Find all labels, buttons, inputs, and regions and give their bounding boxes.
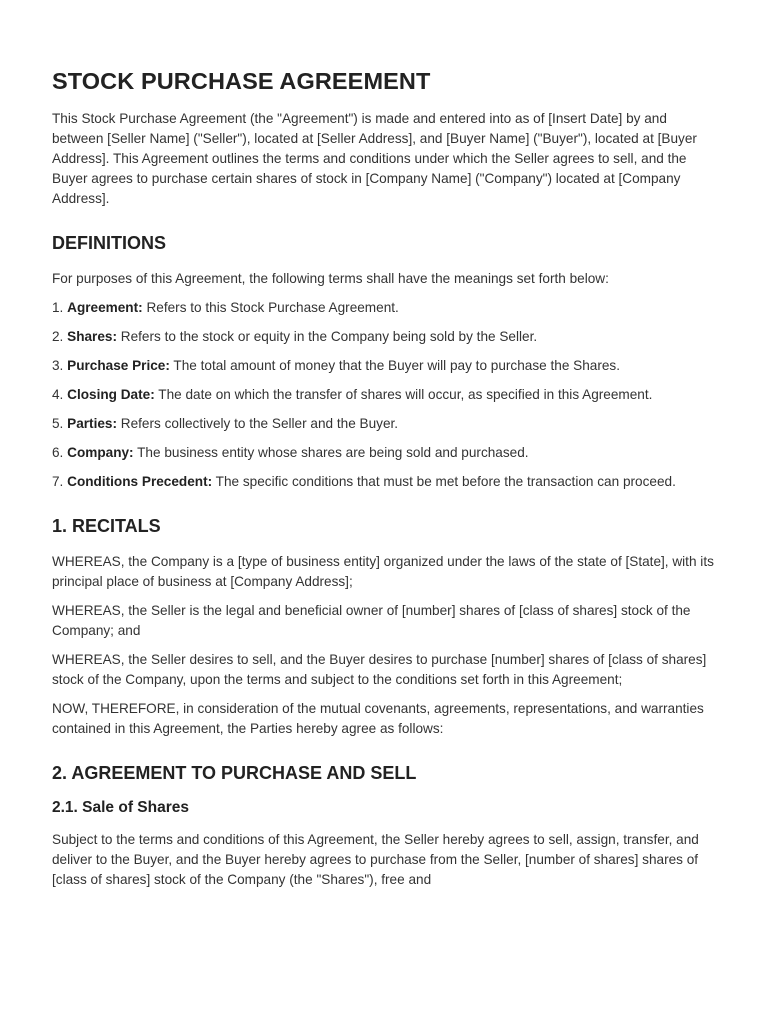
definition-number: 6. xyxy=(52,445,68,460)
definition-text: Refers to this Stock Purchase Agreement. xyxy=(142,300,399,315)
recital-paragraph: WHEREAS, the Company is a [type of business entity] organized under the laws of the state of [State], with its principal place of business at [Company Address]; xyxy=(52,554,714,589)
definition-term: Parties: xyxy=(67,416,117,431)
definition-term: Conditions Precedent: xyxy=(67,474,213,489)
definition-item xyxy=(52,472,718,492)
definition-item xyxy=(52,356,718,376)
definition-text: Refers to the stock or equity in the Company being sold by the Seller. xyxy=(117,329,538,344)
definition-term: Company: xyxy=(67,445,134,460)
definition-text: The specific conditions that must be met before the transaction can proceed. xyxy=(212,474,676,489)
definition-item xyxy=(52,443,718,463)
definition-item xyxy=(52,414,718,434)
definition-number: 4. xyxy=(52,387,68,402)
definition-text: Refers collectively to the Seller and the Buyer. xyxy=(117,416,399,431)
definition-term: Purchase Price: xyxy=(67,358,170,373)
definitions-intro: For purposes of this Agreement, the following terms shall have the meanings set forth below: xyxy=(52,271,609,286)
definition-text: The date on which the transfer of shares will occur, as specified in this Agreement. xyxy=(154,387,653,402)
recital-paragraph: NOW, THEREFORE, in consideration of the mutual covenants, agreements, representations, and warranties contained in this Agreement, the Parties hereby agree as follows: xyxy=(52,701,704,736)
definition-number: 5. xyxy=(52,416,68,431)
definition-item xyxy=(52,327,718,347)
sale-of-shares-paragraph: Subject to the terms and conditions of this Agreement, the Seller hereby agrees to sell, assign, transfer, and deliver to the Buyer, and the Buyer hereby agrees to purchase from the Seller, [number of shares] shares of [class of shares] stock of the Company (the "Shares"), free and xyxy=(52,832,699,887)
document-title: STOCK PURCHASE AGREEMENT xyxy=(52,68,431,94)
definition-number: 2. xyxy=(52,329,68,344)
definition-text: The total amount of money that the Buyer will pay to purchase the Shares. xyxy=(169,358,620,373)
definitions-heading: DEFINITIONS xyxy=(52,233,167,253)
definition-text: The business entity whose shares are being sold and purchased. xyxy=(133,445,529,460)
agreement-heading: 2. AGREEMENT TO PURCHASE AND SELL xyxy=(52,763,417,783)
recital-paragraph: WHEREAS, the Seller desires to sell, and the Buyer desires to purchase [number] shares of [class of shares] stock of the Company, upon the terms and subject to the conditions set forth in this Agreement; xyxy=(52,652,707,687)
definition-number: 1. xyxy=(52,300,68,315)
recital-paragraph: WHEREAS, the Seller is the legal and beneficial owner of [number] shares of [class of shares] stock of the Company; and xyxy=(52,603,691,638)
definition-term: Shares: xyxy=(67,329,117,344)
definition-number: 7. xyxy=(52,474,68,489)
intro-paragraph: This Stock Purchase Agreement (the "Agreement") is made and entered into as of [Insert Date] by and between [Seller Name] ("Seller"), located at [Seller Address], and [Buyer Name] ("Buyer"), located at [Buyer Address]. This Agreement outlines the terms and conditions under which the Seller agrees to sell, and the Buyer agrees to purchase certain shares of stock in [Company Name] ("Company") located at [Company Address]. xyxy=(52,111,697,206)
definition-term: Closing Date: xyxy=(67,387,155,402)
definition-item xyxy=(52,385,718,405)
definition-item xyxy=(52,298,718,318)
definition-term: Agreement: xyxy=(67,300,143,315)
definition-number: 3. xyxy=(52,358,68,373)
sale-of-shares-heading: 2.1. Sale of Shares xyxy=(52,799,189,816)
recitals-heading: 1. RECITALS xyxy=(52,516,161,536)
